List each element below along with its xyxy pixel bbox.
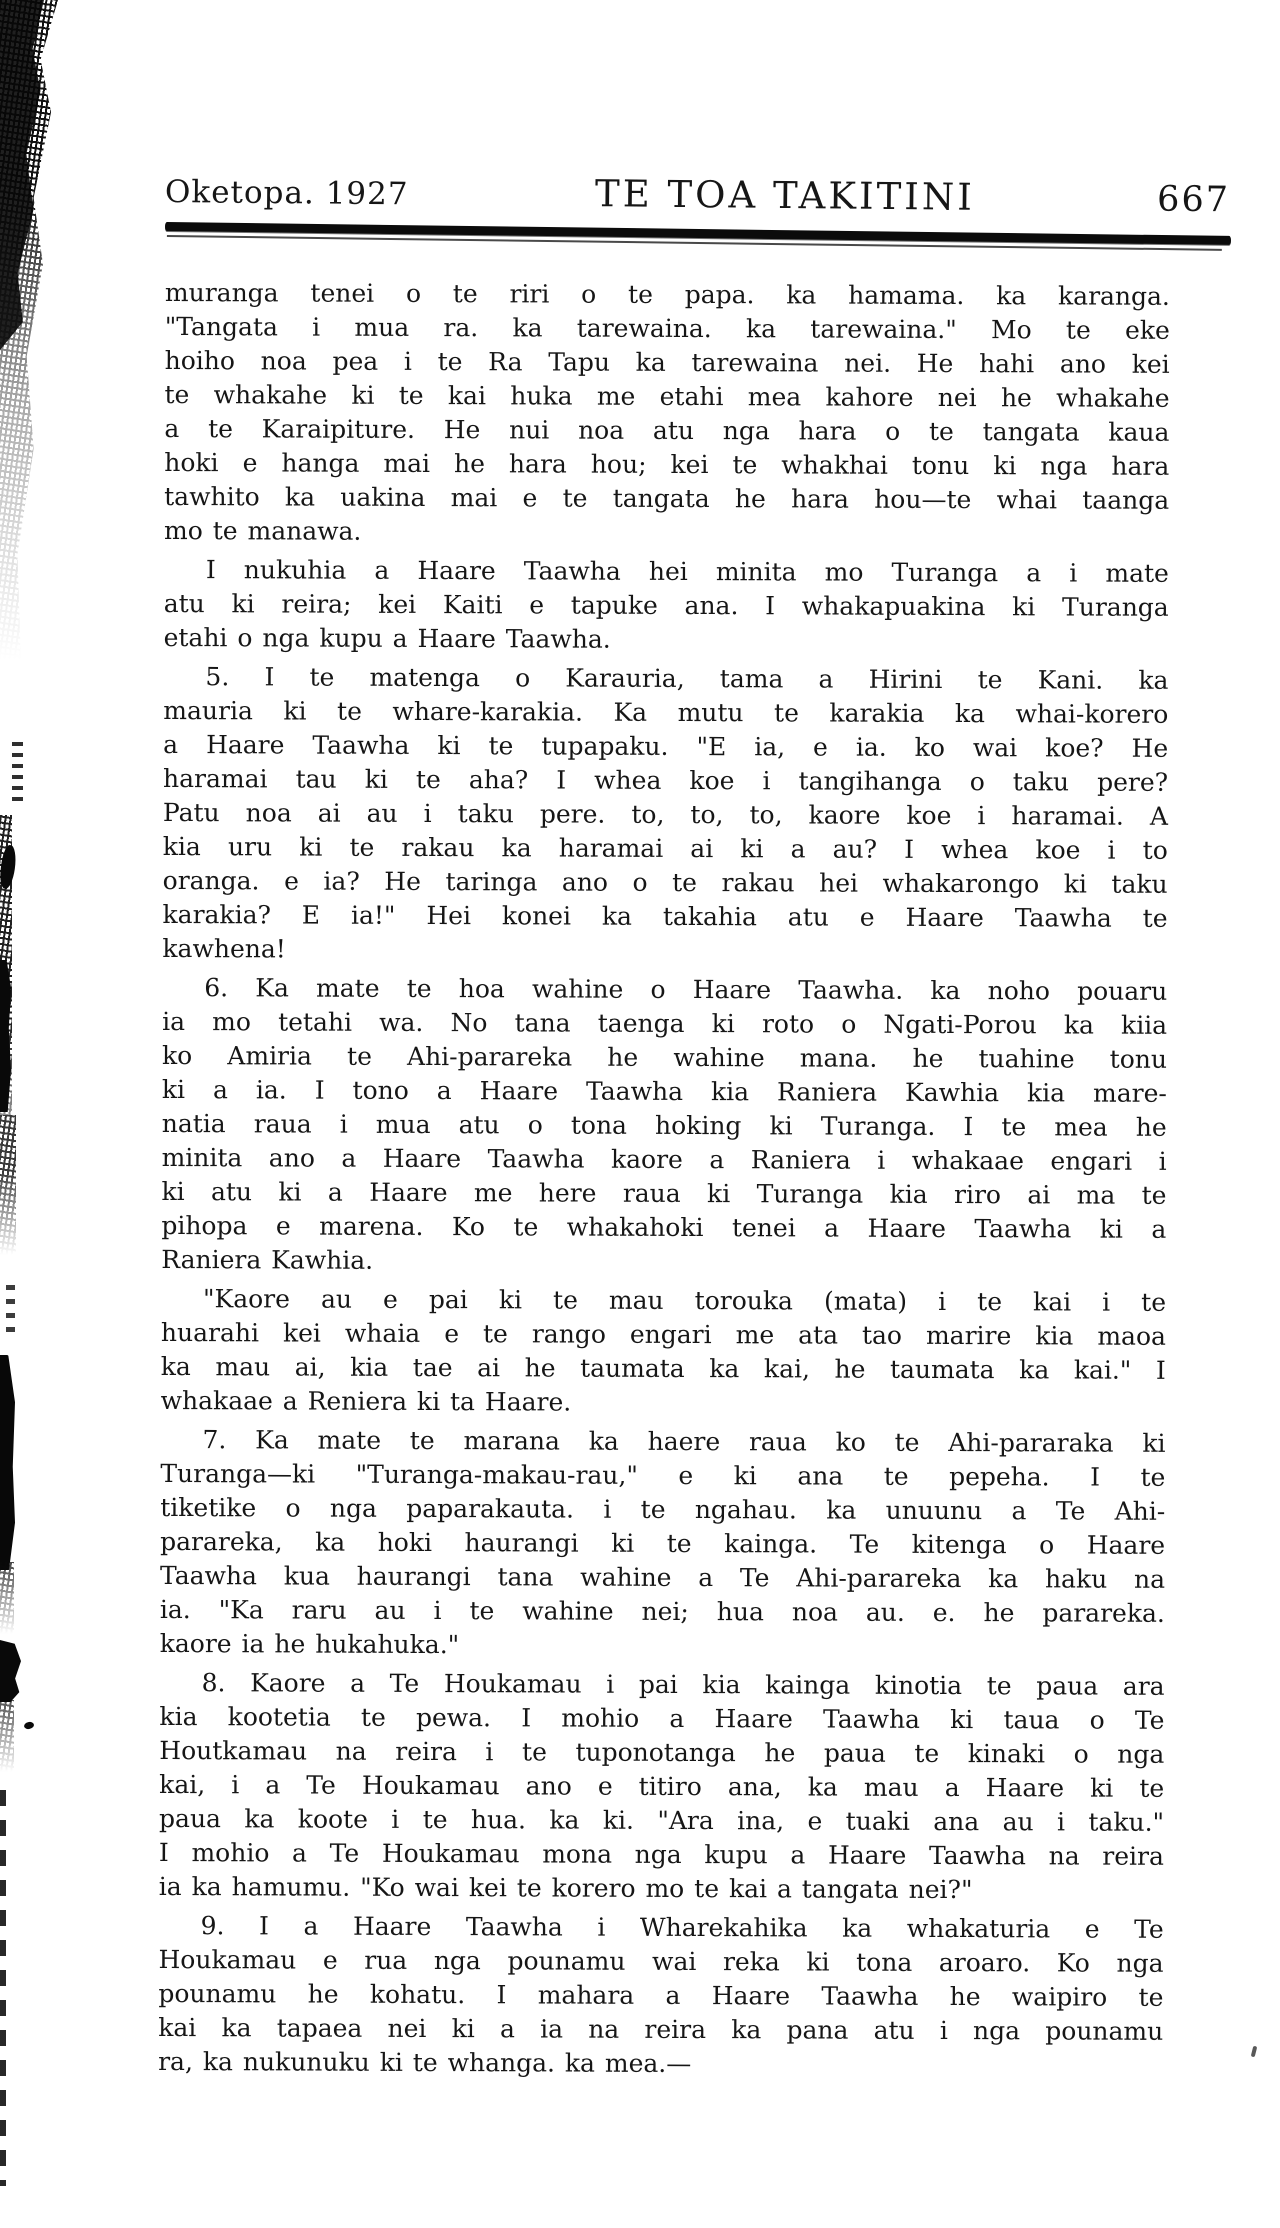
scan-artifact-speckle-2 <box>0 1115 16 1255</box>
paragraph <box>159 1666 1165 1908</box>
text-line: minita ano a Haare Taawha kaore a Raniera i whakaae engari i <box>161 1142 1167 1176</box>
page-title: TE TOA TAKITINI <box>594 172 976 219</box>
scan-artifact-blob-2 <box>0 1640 21 1702</box>
text-line: Houkamau e rua nga pounamu wai reka ki tona aroaro. Ko nga <box>158 1944 1164 1978</box>
text-line: Patu noa ai au i taku pere. to, to, to, kaore koe i haramai. A <box>162 797 1168 831</box>
text-line: oranga. e ia? He taringa ano o te rakau hei whakarongo ki taku <box>162 865 1168 899</box>
text-line: 9. I a Haare Taawha i Wharekahika ka whakaturia e Te <box>200 1911 1164 1944</box>
text-line: Turanga—ki "Turanga-makau-rau," e ki ana te pepeha. I te <box>160 1458 1166 1492</box>
text-line: tiketike o nga paparakauta. i te ngahau. ka unuunu a Te Ahi- <box>160 1492 1166 1526</box>
text-line: ki atu ki a Haare me here raua ki Turanga kia riro ai ma te <box>161 1176 1167 1210</box>
issue-date: Oketopa. 1927 <box>164 174 409 213</box>
paragraph <box>158 1909 1164 2083</box>
text-line: tawhito ka uakina mai e te tangata he hara hou—te whai taanga <box>164 481 1170 515</box>
text-line: I mohio a Te Houkamau mona nga kupu a Haare Taawha na reira <box>158 1837 1164 1871</box>
text-line: ia mo tetahi wa. No tana taenga ki roto o Ngati-Porou ka kiia <box>162 1006 1168 1040</box>
scan-artifact-dot <box>23 1721 34 1730</box>
paragraph <box>162 660 1168 970</box>
text-line: muranga tenei o te riri o te papa. ka hamama. ka karanga. <box>164 278 1170 311</box>
text-line: kai ka tapaea nei ki a ia na reira ka pana atu i nga pounamu <box>158 2012 1164 2046</box>
scan-artifact-tail-2 <box>0 1700 14 1772</box>
scan-artifact-bottom-strip <box>0 1790 6 2186</box>
text-line: hoki e hanga mai he hara hou; kei te whakhai tonu ki nga hara <box>164 447 1170 481</box>
text-line: ka mau ai, kia tae ai he taumata ka kai, he taumata ka kai." I <box>160 1351 1166 1385</box>
text-line: 6. Ka mate te hoa wahine o Haare Taawha. ka noho pouaru <box>204 973 1168 1006</box>
text-line: Houtkamau na reira i te tuponotanga he paua te kinaki o nga <box>159 1735 1165 1769</box>
text-line: mauria ki te whare-karakia. Ka mutu te karakia ka whai-korero <box>163 695 1169 729</box>
header-rule <box>165 222 1231 252</box>
text-line: 7. Ka mate te marana ka haere raua ko te Ahi-pararaka ki <box>202 1425 1166 1458</box>
text-line: kawhena! <box>162 933 286 964</box>
text-line: haramai tau ki te aha? I whea koe i tangihanga o taku pere? <box>163 763 1169 797</box>
scan-artifact-tail-1 <box>0 1562 14 1634</box>
text-line: ia ka hamumu. "Ko wai kei te korero mo te kai a tangata nei?" <box>158 1871 973 1905</box>
text-line: hoiho noa pea i te Ra Tapu ka tarewaina nei. He hahi ano kei <box>164 345 1170 379</box>
text-line: natia raua i mua atu o tona hoking ki Turanga. I te mea he <box>161 1108 1167 1142</box>
text-line: mo te manawa. <box>163 515 362 546</box>
text-line: kaore ia he hukahuka." <box>159 1628 460 1660</box>
text-line: ra, ka nukunuku ki te whanga. ka mea.— <box>158 2046 692 2079</box>
text-line: Taawha kua haurangi tana wahine a Te Ahi-parareka ka haku na <box>159 1560 1166 1594</box>
text-line: a te Karaipiture. He nui noa atu nga hara o te tangata kaua <box>164 413 1170 447</box>
text-line: parareka, ka hoki haurangi ki te kainga. Te kitenga o Haare <box>160 1526 1166 1560</box>
text-line: I nukuhia a Haare Taawha hei minita mo Turanga a i mate <box>205 555 1169 588</box>
text-line: whakaae a Reniera ki ta Haare. <box>160 1385 572 1417</box>
text-line: ki a ia. I tono a Haare Taawha kia Raniera Kawhia kia mare- <box>161 1074 1167 1108</box>
text-line: Raniera Kawhia. <box>161 1244 374 1275</box>
scan-artifact-dots <box>6 1285 15 1340</box>
text-line: huarahi kei whaia e te rango engari me ata tao marire kia maoa <box>160 1317 1166 1351</box>
scan-artifact-dashes <box>12 742 23 806</box>
text-line: ko Amiria te Ahi-parareka he wahine mana. he tuahine tonu <box>161 1040 1168 1074</box>
paragraph <box>164 276 1170 552</box>
text-line: ia. "Ka raru au i te wahine nei; hua noa au. e. he parareka. <box>159 1594 1165 1628</box>
text-line: 5. I te matenga o Karauria, tama a Hirini te Kani. ka <box>205 662 1169 695</box>
text-line: kai, i a Te Houkamau ano e titiro ana, ka mau a Haare ki te <box>159 1769 1165 1803</box>
article-body <box>158 276 1170 2088</box>
text-line: paua ka koote i te hua. ka ki. "Ara ina, e tuaki ana au i taku." <box>159 1803 1165 1837</box>
running-head <box>165 168 1230 224</box>
paragraph <box>161 971 1167 1281</box>
paragraph <box>164 553 1169 659</box>
text-line: te whakahe ki te kai huka me etahi mea kahore nei he whakahe <box>164 379 1170 413</box>
paragraph <box>160 1423 1166 1665</box>
text-line: etahi o nga kupu a Haare Taawha. <box>163 622 611 654</box>
text-line: kia kootetia te pewa. I mohio a Haare Taawha ki taua o Te <box>159 1701 1165 1735</box>
text-line: pounamu he kohatu. I mahara a Haare Taawha he waipiro te <box>158 1978 1164 2012</box>
text-line: karakia? E ia!" Hei konei ka takahia atu e Haare Taawha te <box>162 899 1168 933</box>
scan-artifact-blob-big <box>0 1355 15 1570</box>
text-line: "Kaore au e pai ki te mau torouka (mata) i te kai i te <box>203 1284 1167 1317</box>
text-line: kia uru ki te rakau ka haramai ai ki a au? I whea koe i to <box>162 831 1168 865</box>
text-line: 8. Kaore a Te Houkamau i pai kia kainga kinotia te paua ara <box>201 1668 1165 1701</box>
paragraph <box>161 1282 1167 1422</box>
page-number: 667 <box>1156 179 1231 221</box>
text-line: "Tangata i mua ra. ka tarewaina. ka tarewaina." Mo te eke <box>164 311 1170 345</box>
text-line: a Haare Taawha ki te tupapaku. "E ia, e ia. ko wai koe? He <box>163 729 1169 763</box>
text-line: atu ki reira; kei Kaiti e tapuke ana. I whakapuakina ki Turanga <box>163 588 1169 622</box>
text-line: pihopa e marena. Ko te whakahoki tenei a Haare Taawha ki a <box>161 1210 1167 1244</box>
scan-artifact-right-mark <box>1251 2046 1258 2058</box>
